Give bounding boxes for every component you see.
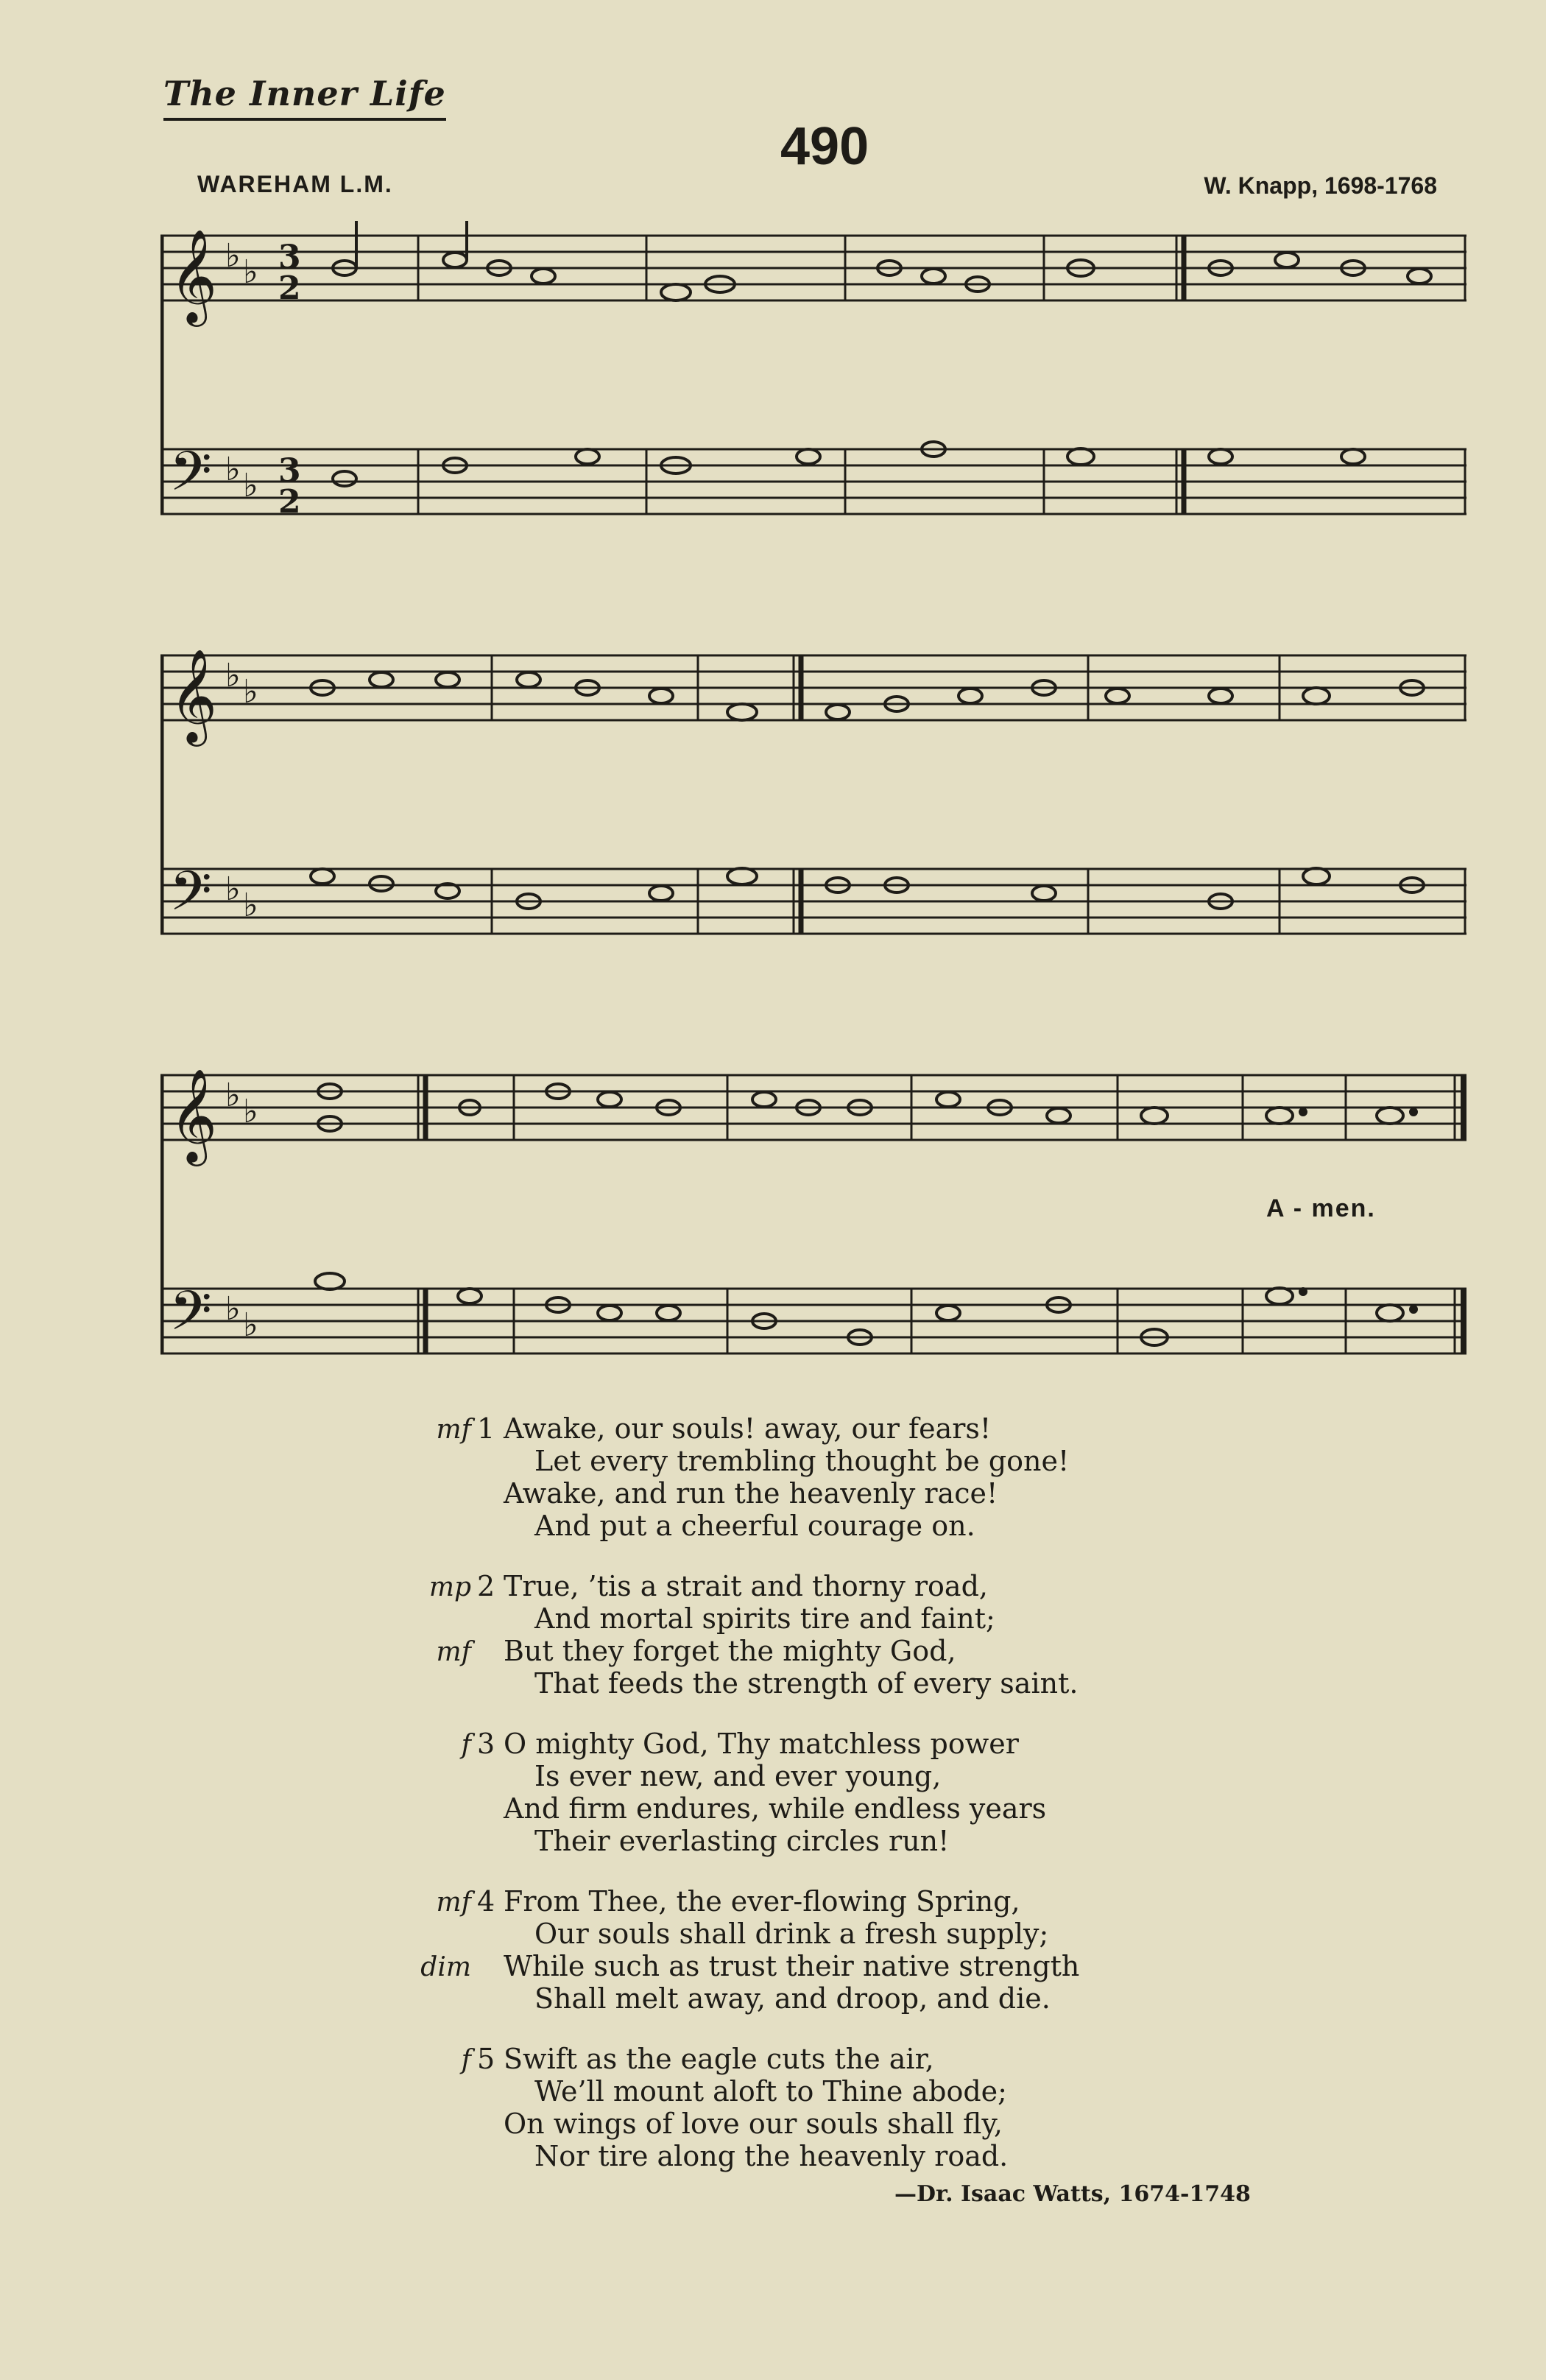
verse-line xyxy=(412,1635,1296,1667)
verse-line xyxy=(412,1760,1296,1792)
tune-name: WAREHAM L.M. xyxy=(197,171,393,197)
verse-number: 2 xyxy=(477,1570,495,1602)
verse-3 xyxy=(412,1728,1296,1857)
verse-line xyxy=(412,1510,1296,1542)
verse-line xyxy=(412,2108,1296,2140)
lyric-text: From Thee, the ever-flowing Spring, xyxy=(504,1885,1020,1918)
verse-line xyxy=(412,1602,1296,1635)
lyric-text: While such as trust their native strength xyxy=(504,1950,1080,1982)
section-title: The Inner Life xyxy=(163,74,446,121)
verse-line xyxy=(412,1982,1296,2015)
lyric-text: Let every trembling thought be gone! xyxy=(534,1445,1070,1477)
lyric-text: That feeds the strength of every saint. xyxy=(534,1667,1079,1700)
svg-text:𝄞: 𝄞 xyxy=(169,648,218,742)
music-system-1 xyxy=(160,221,1466,545)
svg-text:3: 3 xyxy=(278,239,301,276)
verse-1 xyxy=(412,1412,1296,1542)
verse-number: 3 xyxy=(477,1728,495,1760)
lyric-text: Shall melt away, and droop, and die. xyxy=(534,1982,1051,2015)
svg-text:♭: ♭ xyxy=(243,253,258,291)
verse-line xyxy=(412,2043,1296,2075)
svg-text:♭: ♭ xyxy=(225,237,241,275)
verse-line xyxy=(412,1885,1296,1918)
svg-text:3: 3 xyxy=(278,452,301,490)
lyric-text: True, ’tis a strait and thorny road, xyxy=(504,1570,988,1602)
lyric-text: And put a cheerful courage on. xyxy=(534,1510,975,1542)
verse-line xyxy=(412,1477,1296,1510)
staff-system-1 xyxy=(160,221,1466,545)
svg-text:𝄞: 𝄞 xyxy=(169,228,218,323)
lyric-text: Their everlasting circles run! xyxy=(534,1825,950,1857)
verse-line xyxy=(412,1950,1296,1982)
svg-text:♭: ♭ xyxy=(225,451,241,488)
dynamic-mark: mf xyxy=(436,1637,471,1667)
staff-system-2 xyxy=(160,641,1466,965)
verse-number: 1 xyxy=(477,1412,495,1445)
verse-line xyxy=(412,1412,1296,1445)
svg-text:2: 2 xyxy=(278,270,301,307)
amen-lyric: A - men. xyxy=(1266,1194,1376,1222)
lyric-text: But they forget the mighty God, xyxy=(504,1635,956,1667)
svg-text:♭: ♭ xyxy=(225,870,241,908)
dynamic-mark: mf xyxy=(436,1887,471,1918)
verse-line xyxy=(412,2140,1296,2172)
lyric-text: Nor tire along the heavenly road. xyxy=(534,2140,1009,2172)
verse-line xyxy=(412,1667,1296,1700)
svg-text:𝄢: 𝄢 xyxy=(169,859,212,937)
lyric-text: Swift as the eagle cuts the air, xyxy=(504,2043,934,2075)
dynamic-mark: dim xyxy=(420,1952,471,1982)
verse-line xyxy=(412,1825,1296,1857)
verse-line xyxy=(412,1445,1296,1477)
lyric-text: Awake, and run the heavenly race! xyxy=(504,1477,998,1510)
lyric-text: Is ever new, and ever young, xyxy=(534,1760,942,1792)
svg-text:♭: ♭ xyxy=(243,467,258,504)
svg-text:2: 2 xyxy=(278,483,301,521)
svg-text:♭: ♭ xyxy=(225,1290,241,1328)
verse-line xyxy=(412,1792,1296,1825)
lyric-text: Our souls shall drink a fresh supply; xyxy=(534,1918,1049,1950)
svg-text:♭: ♭ xyxy=(225,657,241,694)
svg-text:♭: ♭ xyxy=(243,673,258,711)
svg-text:𝄞: 𝄞 xyxy=(169,1068,218,1162)
dynamic-mark: f xyxy=(461,2045,471,2075)
verse-number: 4 xyxy=(477,1885,495,1918)
svg-text:♭: ♭ xyxy=(225,1077,241,1114)
verse-2 xyxy=(412,1570,1296,1700)
lyric-text: On wings of love our souls shall fly, xyxy=(504,2108,1003,2140)
lyric-text: And firm endures, while endless years xyxy=(504,1792,1047,1825)
music-system-2 xyxy=(160,641,1466,965)
verses xyxy=(412,1412,1296,2200)
svg-text:𝄢: 𝄢 xyxy=(169,440,212,517)
dynamic-mark: mp xyxy=(428,1572,471,1602)
svg-text:♭: ♭ xyxy=(243,1306,258,1344)
author-attribution: —Dr. Isaac Watts, 1674-1748 xyxy=(894,2181,1251,2207)
dynamic-mark: f xyxy=(461,1730,471,1760)
lyric-text: We’ll mount aloft to Thine abode; xyxy=(534,2075,1007,2108)
verse-line xyxy=(412,1728,1296,1760)
lyric-text: And mortal spirits tire and faint; xyxy=(534,1602,995,1635)
verse-4 xyxy=(412,1885,1296,2015)
verse-line xyxy=(412,2075,1296,2108)
lyric-text: Awake, our souls! away, our fears! xyxy=(504,1412,992,1445)
lyric-text: O mighty God, Thy matchless power xyxy=(504,1728,1019,1760)
svg-text:♭: ♭ xyxy=(243,887,258,924)
hymn-number: 490 xyxy=(780,117,869,176)
verse-line xyxy=(412,1918,1296,1950)
composer-credit: W. Knapp, 1698-1768 xyxy=(1204,172,1437,199)
verse-5 xyxy=(412,2043,1296,2172)
svg-text:♭: ♭ xyxy=(243,1093,258,1130)
verse-number: 5 xyxy=(477,2043,495,2075)
verse-line xyxy=(412,1570,1296,1602)
dynamic-mark: mf xyxy=(436,1415,471,1445)
svg-text:𝄢: 𝄢 xyxy=(169,1279,212,1356)
